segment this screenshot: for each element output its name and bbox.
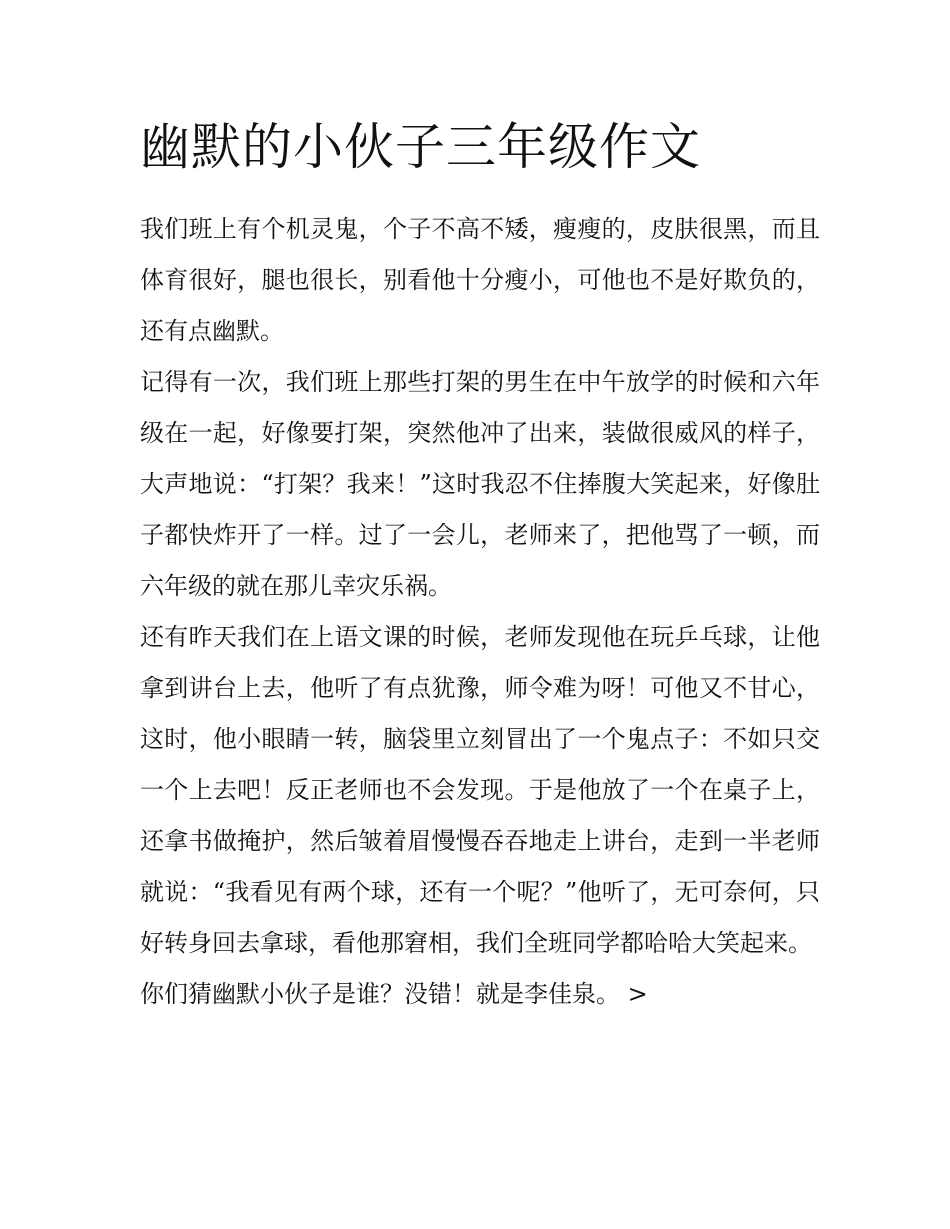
document-page bbox=[140, 112, 820, 1020]
paragraph-3: 还有昨天我们在上语文课的时候，老师发现他在玩乒乓球，让他拿到讲台上去，他听了有点犹豫，师令难为呀！可他又不甘心，这时，他小眼睛一转，脑袋里立刻冒出了一个鬼点子：不如只交一个上去吧！反正老师也不会发现。于是他放了一个在桌子上，还拿书做掩护，然后皱着眉慢慢吞吞地走上讲台，走到一半老师就说：“我看见有两个球，还有一个呢？”他听了，无可奈何，只好转身回去拿球，看他那窘相，我们全班同学都哈哈大笑起来。 bbox=[140, 623, 820, 957]
document-title: 幽默的小伙子三年级作文 bbox=[140, 118, 701, 176]
paragraph-1: 我们班上有个机灵鬼，个子不高不矮，瘦瘦的，皮肤很黑，而且体育很好，腿也很长，别看他十分瘦小，可他也不是好欺负的，还有点幽默。 bbox=[140, 215, 820, 345]
paragraph-4: 你们猜幽默小伙子是谁？没错！就是李佳泉。 > bbox=[140, 980, 648, 1008]
paragraph-2: 记得有一次，我们班上那些打架的男生在中午放学的时候和六年级在一起，好像要打架，突然他冲了出来，装做很威风的样子，大声地说：“打架？我来！”这时我忍不住捧腹大笑起来，好像肚子都快炸开了一样。过了一会儿，老师来了，把他骂了一顿，而六年级的就在那儿幸灾乐祸。 bbox=[140, 368, 820, 600]
